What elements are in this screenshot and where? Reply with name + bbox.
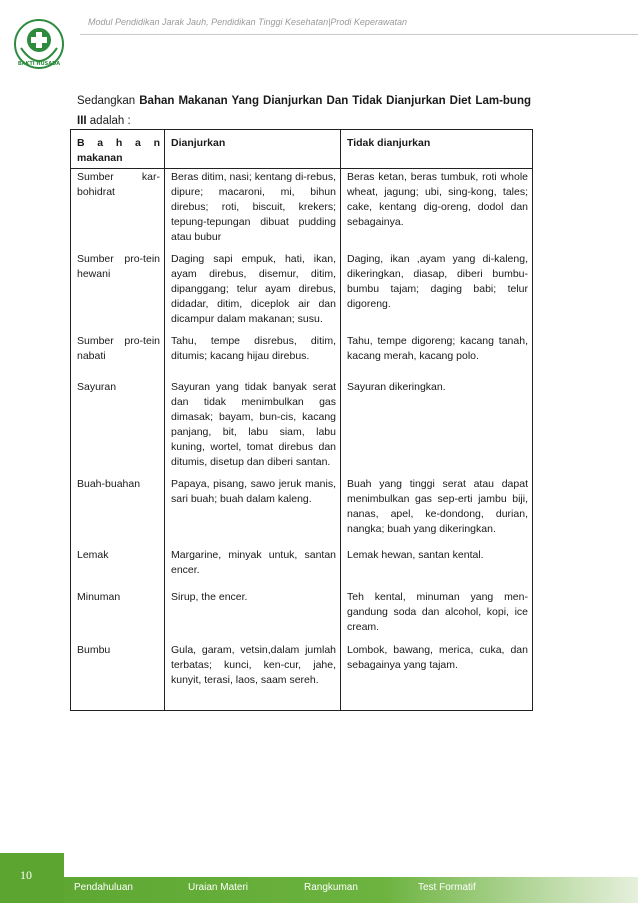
cell-bahan: Bumbu (71, 639, 165, 711)
cell-dianjurkan: Daging sapi empuk, hati, ikan, ayam direbus, disemur, ditim, dipanggang; telur ayam direbus, didadar, ditim, diceplok air dan dicampur dalam makanan; susu. (165, 251, 341, 331)
table-row (71, 376, 533, 473)
cell-tidak-dianjurkan: Tahu, tempe digoreng; kacang tanah, kacang merah, kacang polo. (341, 331, 533, 376)
intro-paragraph (77, 91, 531, 131)
cell-bahan: Sumber pro-tein hewani (71, 251, 165, 331)
header-divider (80, 34, 638, 35)
cell-dianjurkan: Margarine, minyak untuk, santan encer. (165, 544, 341, 586)
table-row (71, 251, 533, 331)
cell-dianjurkan: Beras ditim, nasi; kentang di-rebus, dipure; macaroni, mi, bihun direbus; roti, biscuit, krekers; tepung-tepungan dibuat pudding atau bubur (165, 169, 341, 252)
table-row (71, 586, 533, 639)
cell-tidak-dianjurkan: Buah yang tinggi serat atau dapat menimbulkan gas sep-erti jambu biji, nanas, apel, ke-dondong, durian, nangka; buah yang dikeringkan. (341, 473, 533, 544)
table-row (71, 169, 533, 252)
cell-bahan: Buah-buahan (71, 473, 165, 544)
cell-bahan: Lemak (71, 544, 165, 586)
cell-bahan: Sumber pro-tein nabati (71, 331, 165, 376)
table-row (71, 331, 533, 376)
header-tidak-dianjurkan: Tidak dianjurkan (341, 130, 533, 169)
cell-bahan: Sumber kar-bohidrat (71, 169, 165, 252)
cell-tidak-dianjurkan: Teh kental, minuman yang men-gandung soda dan alcohol, kopi, ice cream. (341, 586, 533, 639)
nav-uraian-materi[interactable]: Uraian Materi (188, 882, 249, 893)
page-number-box (0, 853, 64, 903)
cell-tidak-dianjurkan: Lemak hewan, santan kental. (341, 544, 533, 586)
nav-test-formatif[interactable]: Test Formatif (418, 882, 476, 893)
module-header-title: Modul Pendidikan Jarak Jauh, Pendidikan Tinggi Kesehatan|Prodi Keperawatan (88, 17, 407, 27)
cell-dianjurkan: Sirup, the encer. (165, 586, 341, 639)
intro-bold-title: Bahan Makanan Yang Dianjurkan Dan Tidak Dianjurkan Diet Lam-bung III (77, 95, 531, 127)
nav-rangkuman[interactable]: Rangkuman (304, 882, 358, 893)
table-header-row (71, 130, 533, 169)
header-bahan-makanan: B a h a n makanan (71, 130, 165, 169)
table-row (71, 473, 533, 544)
cell-bahan: Minuman (71, 586, 165, 639)
cell-dianjurkan: Tahu, tempe disrebus, ditim, ditumis; kacang hijau direbus. (165, 331, 341, 376)
intro-suffix: adalah : (86, 115, 131, 127)
logo-text: BAKTI HUSADA (17, 61, 61, 67)
diet-food-table (70, 129, 533, 711)
cell-tidak-dianjurkan: Sayuran dikeringkan. (341, 376, 533, 473)
cell-dianjurkan: Sayuran yang tidak banyak serat dan tidak menimbulkan gas dimasak; bayam, bun-cis, kacang panjang, bit, labu siam, labu kuning, wortel, tomat direbus dan ditumis, disetup dan diberi santan. (165, 376, 341, 473)
header-dianjurkan: Dianjurkan (165, 130, 341, 169)
cell-tidak-dianjurkan: Daging, ikan ,ayam yang di-kaleng, dikeringkan, diasap, diberi bumbu-bumbu tajam; daging babi; telur digoreng. (341, 251, 533, 331)
table-row (71, 639, 533, 711)
cell-bahan: Sayuran (71, 376, 165, 473)
cell-dianjurkan: Gula, garam, vetsin,dalam jumlah terbatas; kunci, ken-cur, jahe, kunyit, terasi, laos, saam sereh. (165, 639, 341, 711)
page-number: 10 (20, 868, 32, 882)
cell-dianjurkan: Papaya, pisang, sawo jeruk manis, sari buah; buah dalam kaleng. (165, 473, 341, 544)
table-row (71, 544, 533, 586)
nav-pendahuluan[interactable]: Pendahuluan (74, 882, 133, 893)
cell-tidak-dianjurkan: Beras ketan, beras tumbuk, roti whole wheat, jagung; ubi, sing-kong, tales; cake, kentang dig-oreng, dodol dan sebagainya. (341, 169, 533, 252)
intro-prefix: Sedangkan (77, 95, 140, 107)
cell-tidak-dianjurkan: Lombok, bawang, merica, cuka, dan sebagainya yang tajam. (341, 639, 533, 711)
bakti-husada-logo (13, 8, 65, 80)
